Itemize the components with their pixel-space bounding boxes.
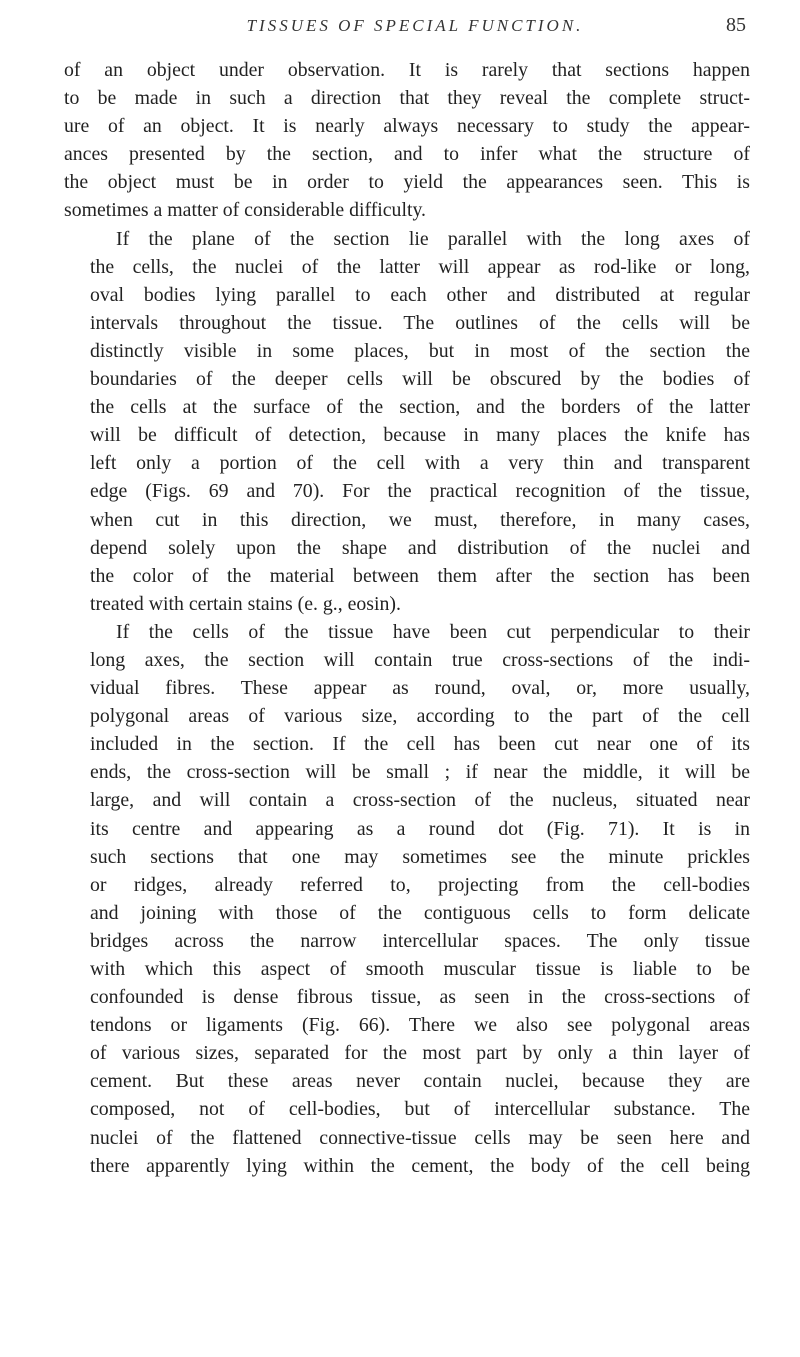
text-line: there apparently lying within the cement, the body of the cell being (90, 1154, 750, 1177)
text-line: the cells, the nuclei of the latter will appear as rod-like or long, (90, 255, 750, 278)
text-line: boundaries of the deeper cells will be obscured by the bodies of (90, 368, 750, 391)
text-line: sometimes a matter of considerable difficulty. (64, 199, 426, 222)
text-line: polygonal areas of various size, according to the part of the cell (90, 705, 750, 728)
text-line: to be made in such a direction that they reveal the complete struct- (64, 87, 750, 110)
text-line: ances presented by the section, and to infer what the structure of (64, 143, 750, 166)
page-number: 85 (726, 14, 746, 36)
text-line: will be difficult of detection, because in many places the knife has (90, 424, 750, 447)
text-line: or ridges, already referred to, projecting from the cell-bodies (90, 873, 750, 896)
text-line: the cells at the surface of the section, and the borders of the latter (90, 396, 750, 419)
page-header (64, 14, 746, 44)
text-line: depend solely upon the shape and distribution of the nuclei and (90, 536, 750, 559)
running-head: TISSUES OF SPECIAL FUNCTION. (246, 16, 584, 35)
text-line: long axes, the section will contain true cross-sections of the indi- (90, 648, 750, 671)
paragraph-3 (64, 618, 750, 1180)
text-line: ure of an object. It is nearly always necessary to study the appear- (64, 115, 750, 138)
text-line: with which this aspect of smooth muscular tissue is liable to be (90, 958, 750, 980)
text-line: distinctly visible in some places, but in most of the section the (90, 339, 750, 362)
text-line: such sections that one may sometimes see the minute prickles (90, 845, 750, 868)
text-line: tendons or ligaments (Fig. 66). There we also see polygonal areas (90, 1014, 750, 1037)
text-line: treated with certain stains (e. g., eosin). (90, 592, 401, 615)
text-line: when cut in this direction, we must, therefore, in many cases, (90, 508, 750, 531)
text-line: intervals throughout the tissue. The outlines of the cells will be (90, 311, 750, 334)
text-line: If the plane of the section lie parallel with the long axes of (116, 227, 750, 250)
text-line: of an object under observation. It is rarely that sections happen (64, 59, 750, 81)
body-text (64, 56, 750, 1180)
text-line: composed, not of cell-bodies, but of intercellular substance. The (90, 1098, 750, 1121)
paragraph-1 (64, 56, 750, 225)
text-line: edge (Figs. 69 and 70). For the practical recognition of the tissue, (90, 480, 750, 503)
text-line: the color of the material between them after the section has been (90, 564, 750, 587)
text-line: and joining with those of the contiguous cells to form delicate (90, 901, 750, 924)
text-line: ends, the cross-section will be small ; if near the middle, it will be (90, 761, 750, 784)
text-line: left only a portion of the cell with a very thin and transparent (90, 452, 750, 475)
text-line: cement. But these areas never contain nuclei, because they are (90, 1070, 750, 1093)
text-line: of various sizes, separated for the most part by only a thin layer of (90, 1042, 750, 1065)
text-line: large, and will contain a cross-section of the nucleus, situated near (90, 789, 750, 812)
paragraph-2 (64, 225, 750, 618)
text-line: oval bodies lying parallel to each other and distributed at regular (90, 283, 750, 306)
text-line: bridges across the narrow intercellular spaces. The only tissue (90, 929, 750, 952)
text-line: nuclei of the flattened connective-tissue cells may be seen here and (90, 1126, 750, 1149)
text-line: vidual fibres. These appear as round, oval, or, more usually, (90, 677, 750, 700)
text-line: its centre and appearing as a round dot (Fig. 71). It is in (90, 817, 750, 840)
text-line: confounded is dense fibrous tissue, as seen in the cross-sections of (90, 986, 750, 1009)
text-line: If the cells of the tissue have been cut perpendicular to their (116, 620, 750, 643)
text-line: the object must be in order to yield the appearances seen. This is (64, 171, 750, 194)
text-line: included in the section. If the cell has been cut near one of its (90, 733, 750, 756)
